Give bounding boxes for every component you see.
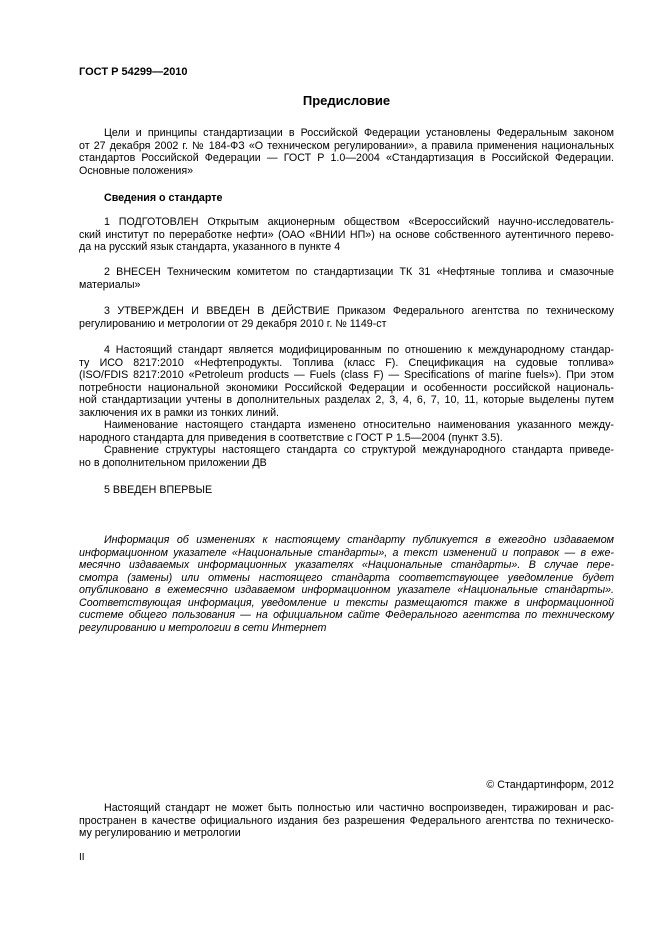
text-line: Основные положения»: [79, 164, 194, 177]
text-line: ский институт по переработке нефти» (ОАО «ВНИИ НП») на основе собственного аутентичного перево-: [79, 228, 614, 241]
text-line: регулированию и метрологии в сети Интернет: [79, 621, 327, 634]
text-line: опубликовано в ежемесячно издаваемом информационном указателе «Национальные стандарты».: [79, 584, 614, 596]
text-line: но в дополнительном приложении ДВ: [79, 456, 267, 469]
text-line: материалы»: [79, 278, 141, 291]
text-line: Наименование настоящего стандарта изменено относительно наименования указанного между-: [104, 419, 614, 431]
changes-notice: [79, 534, 614, 634]
reproduction-notice: [79, 802, 614, 840]
page-title: Предисловие: [302, 93, 391, 108]
text-line: регулированию и метрологии от 29 декабря 2010 г. № 1149-ст: [79, 317, 387, 330]
text-line: стандартов Российской Федерации — ГОСТ Р 1.0—2004 «Стандартизация в Российской Федерации.: [79, 152, 614, 164]
text-line: 5 ВВЕДЕН ВПЕРВЫЕ: [104, 484, 213, 496]
text-line: Настоящий стандарт не может быть полностью или частично воспроизведен, тиражирован и рас-: [104, 802, 614, 814]
item-4-main-paragraph: [79, 344, 614, 419]
info-item-5: [79, 484, 614, 497]
info-item-1: [79, 216, 614, 254]
text-line: 3 УТВЕРЖДЕН И ВВЕДЕН В ДЕЙСТВИЕ Приказом Федерального агентства по техническому: [104, 305, 614, 317]
text-line: 1 ПОДГОТОВЛЕН Открытым акционерным обществом «Всероссийский научно-исследователь-: [104, 216, 614, 228]
text-line: заключения их в рамки из тонких линий.: [79, 406, 280, 419]
text-line: народного стандарта для приведения в соответствие с ГОСТ Р 1.5—2004 (пункт 3.5).: [79, 431, 503, 444]
text-line: ной стандартизации учтены в дополнительных разделах 2, 3, 4, 6, 7, 10, 11, которые выделены путем: [79, 394, 614, 406]
section-heading: Сведения о стандарте: [104, 192, 223, 204]
info-item-2: [79, 266, 614, 291]
text-line: 2 ВНЕСЕН Техническим комитетом по стандартизации ТК 31 «Нефтяные топлива и смазочные: [104, 266, 614, 278]
info-item-3: [79, 305, 614, 330]
text-line: ту ИСО 8217:2010 «Нефтепродукты. Топлива (класс F). Спецификация на судовые топлива»: [79, 356, 614, 369]
text-line: потребности национальной экономики Российской Федерации и особенности российской националь-: [79, 381, 614, 394]
text-line: месячно издаваемых информационных указателях «Национальные стандарты». В случае пере-: [79, 559, 614, 571]
text-line: да на русский язык стандарта, указанного в пункте 4: [79, 241, 341, 253]
copyright-notice: © Стандартинформ, 2012: [486, 779, 614, 791]
text-line: му регулированию и метрологии: [79, 827, 241, 839]
info-item-4: [79, 344, 614, 469]
section-heading-wrapper: [79, 192, 614, 205]
text-line: (ISO/FDIS 8217:2010 «Petroleum products — Fuels (class F) — Specifications of marine fuels»). При этом: [79, 369, 614, 381]
document-code-header: ГОСТ Р 54299—2010: [79, 66, 188, 78]
text-line: Цели и принципы стандартизации в Российской Федерации установлены Федеральным законом: [104, 127, 614, 139]
text-line: Сравнение структуры настоящего стандарта со структурой международного стандарта приведе-: [104, 444, 614, 456]
intro-paragraph: [79, 127, 614, 177]
text-line: системе общего пользования — на официальном сайте Федерального агентства по техническому: [79, 609, 614, 621]
text-line: информационном указателе «Национальные стандарты», а текст изменений и поправок — в еже-: [79, 546, 614, 559]
item-4-structure-comparison-paragraph: [79, 444, 614, 469]
text-line: Информация об изменениях к настоящему стандарту публикуется в ежегодно издаваемом: [104, 534, 614, 546]
text-line: от 27 декабря 2002 г. № 184-ФЗ «О техническом регулировании», а правила применения национальных: [79, 139, 614, 152]
text-line: Соответствующая информация, уведомление и тексты размещаются также в информационной: [79, 596, 614, 609]
text-line: 4 Настоящий стандарт является модифицированным по отношению к международному стандар-: [104, 344, 614, 356]
page-number: II: [79, 852, 85, 863]
text-line: пространен в качестве официального издания без разрешения Федерального агентства по техническо-: [79, 814, 614, 827]
item-4-name-change-paragraph: [79, 419, 614, 444]
text-line: смотра (замены) или отмены настоящего стандарта соответствующее уведомление будет: [79, 571, 614, 584]
